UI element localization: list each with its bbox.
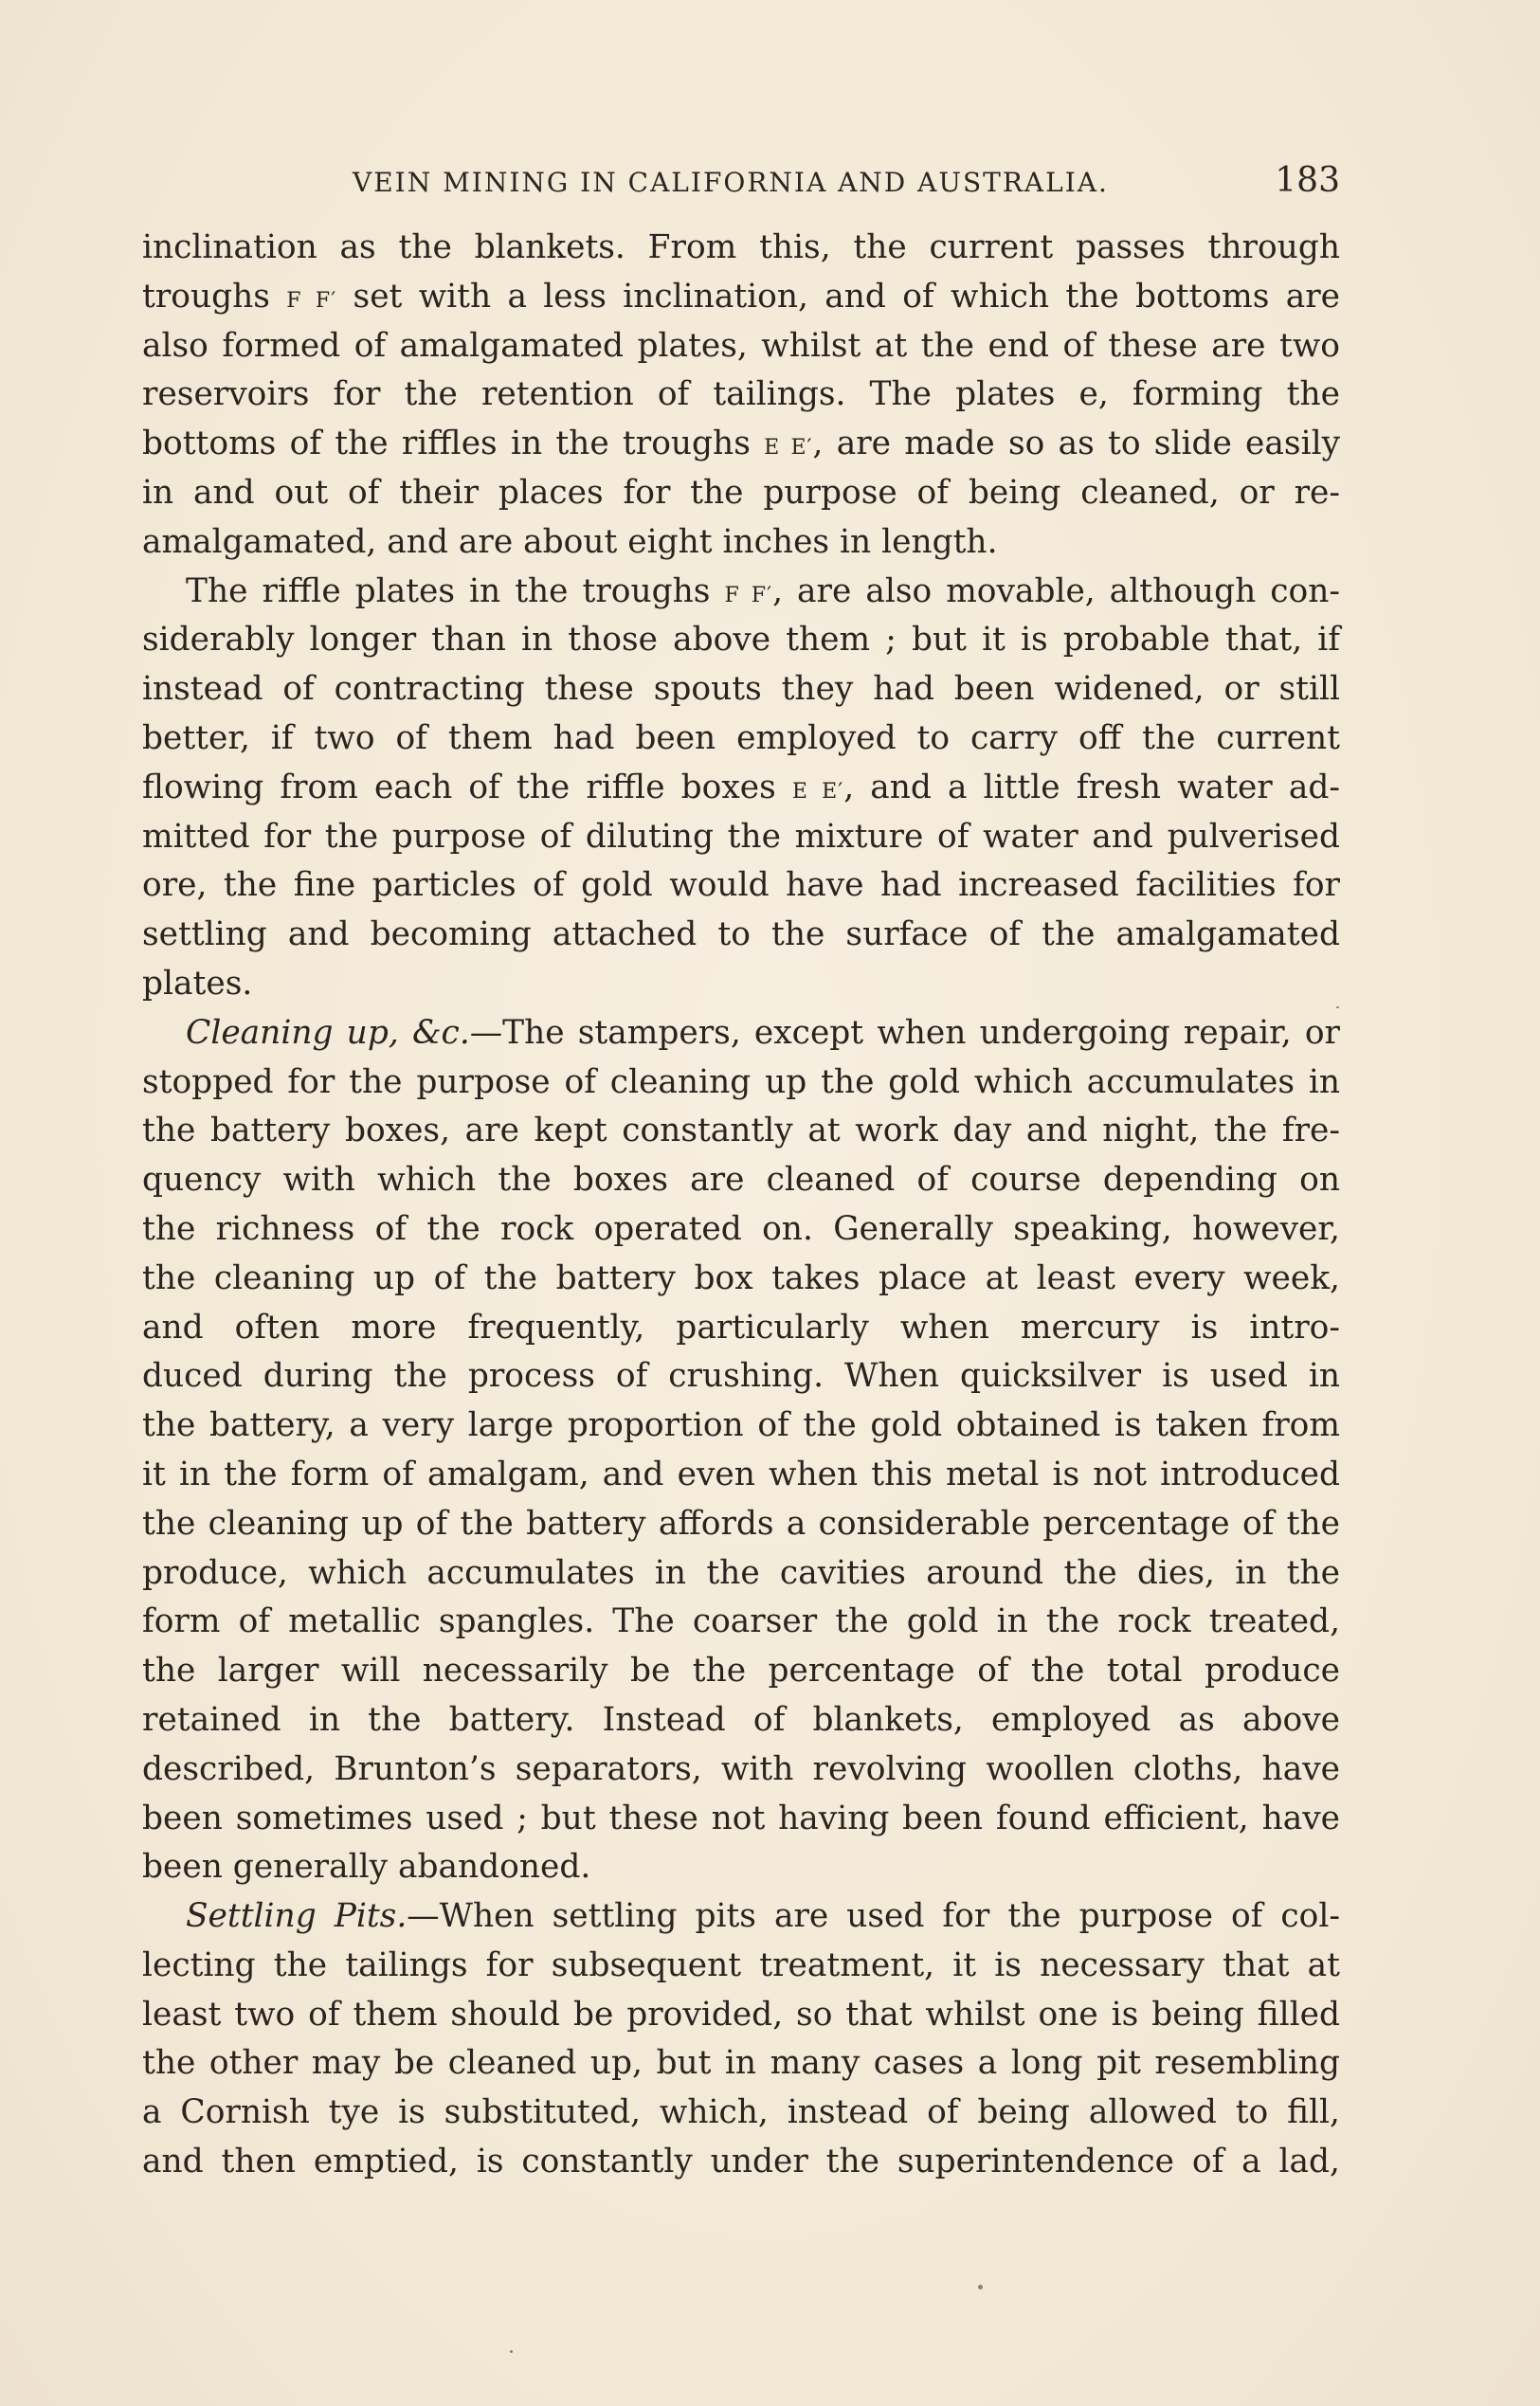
text-line-content: inclination as the blankets. From this, the current passes through [142, 228, 1340, 266]
text-line-content: in and out of their places for the purpose of being cleaned, or re- [142, 473, 1340, 512]
text-line [142, 911, 1340, 960]
text-line-content: the cleaning up of the battery affords a considerable percentage of the [142, 1504, 1340, 1543]
text-line [142, 1352, 1340, 1402]
text-line [142, 469, 1340, 518]
text-line [142, 518, 1340, 568]
text-line [142, 1598, 1340, 1647]
text-run: —The stampers, except when undergoing repair, or [469, 1013, 1340, 1052]
paper-speck [978, 2285, 983, 2289]
text-line [142, 1500, 1340, 1549]
text-line [142, 1205, 1340, 1255]
figure-reference: F F′ [724, 583, 773, 607]
text-line [142, 1696, 1340, 1746]
text-line [142, 1009, 1340, 1058]
text-line [142, 2089, 1340, 2138]
figure-reference: F F′ [286, 288, 337, 313]
text-run: —When settling pits are used for the purpose of col- [407, 1897, 1340, 1936]
text-line-content: amalgamated, and are about eight inches in length. [142, 522, 998, 561]
text-line-content: it in the form of amalgam, and even when this metal is not introduced [142, 1455, 1340, 1493]
text-run: , and a little fresh water ad- [843, 768, 1340, 806]
text-line [142, 1255, 1340, 1304]
text-line [142, 1746, 1340, 1795]
text-line-content: better, if two of them had been employed to carry off the current [142, 718, 1340, 757]
text-line [142, 273, 1340, 322]
text-line-content: been sometimes used ; but these not having been found efficient, have [142, 1799, 1340, 1837]
body-text [142, 224, 1340, 2187]
text-line [142, 1991, 1340, 2040]
text-line-content: produce, which accumulates in the cavities around the dies, in the [142, 1553, 1340, 1592]
text-line-content: described, Brunton’s separators, with revolving woollen cloths, have [142, 1749, 1340, 1788]
page-header [142, 157, 1340, 205]
text-line-content: stopped for the purpose of cleaning up the gold which accumulates in [142, 1062, 1340, 1101]
text-run: , are made so as to slide easily [812, 425, 1340, 463]
text-line [142, 715, 1340, 764]
figure-reference: E E′ [791, 779, 844, 804]
text-line-content: duced during the process of crushing. When quicksilver is used in [142, 1357, 1340, 1396]
text-line-content: the cleaning up of the battery box takes place at least every week, [142, 1258, 1340, 1297]
text-line-content: the battery, a very large proportion of the gold obtained is taken from [142, 1406, 1340, 1445]
text-line [142, 1647, 1340, 1696]
text-line [142, 568, 1340, 617]
text-line [142, 2039, 1340, 2089]
text-run: The riffle plates in the troughs [186, 571, 725, 610]
text-line-content: been generally abandoned. [142, 1848, 591, 1887]
section-heading: Settling Pits. [186, 1897, 408, 1936]
page-number: 183 [1275, 161, 1340, 200]
figure-reference: E E′ [764, 436, 813, 461]
text-line [142, 616, 1340, 665]
text-line [142, 1107, 1340, 1156]
text-line-content: siderably longer than in those above them ; but it is probable that, if [142, 621, 1340, 660]
text-run: troughs [142, 277, 287, 316]
text-line-content: retained in the battery. Instead of blankets, employed as above [142, 1700, 1340, 1739]
text-line [142, 1156, 1340, 1205]
text-line [142, 322, 1340, 371]
text-line-content: lecting the tailings for subsequent treatment, it is necessary that at [142, 1945, 1340, 1984]
text-line [142, 1795, 1340, 1844]
text-line [142, 1304, 1340, 1353]
text-line-content: reservoirs for the retention of tailings. The plates e, forming the [142, 375, 1340, 414]
text-run: set with a less inclination, and of which the bottoms are [336, 277, 1340, 316]
text-line-content: settling and becoming attached to the surface of the amalgamated [142, 915, 1340, 954]
text-line [142, 224, 1340, 273]
text-line-content: quency with which the boxes are cleaned of course depending on [142, 1161, 1340, 1200]
text-line [142, 1451, 1340, 1500]
text-line [142, 1942, 1340, 1991]
text-line [142, 1058, 1340, 1108]
text-line-content: the richness of the rock operated on. Generally speaking, however, [142, 1209, 1340, 1248]
paper-speck [510, 2350, 513, 2353]
text-line-content: plates. [142, 964, 253, 1003]
paper-speck [1336, 1006, 1339, 1008]
text-line [142, 2138, 1340, 2187]
running-title: VEIN MINING IN CALIFORNIA AND AUSTRALIA. [353, 167, 1109, 198]
text-line [142, 1549, 1340, 1599]
text-line [142, 861, 1340, 911]
text-line-content: instead of contracting these spouts they had been widened, or still [142, 670, 1340, 709]
text-run: , are also movable, although con- [772, 571, 1340, 610]
text-line-content: mitted for the purpose of diluting the mixture of water and pulverised [142, 817, 1340, 856]
text-run: flowing from each of the riffle boxes [142, 768, 792, 806]
text-line-content: also formed of amalgamated plates, whilst at the end of these are two [142, 326, 1340, 365]
text-line-content: ore, the fine particles of gold would have had increased facilities for [142, 866, 1340, 905]
text-line-content: the battery boxes, are kept constantly at work day and night, the fre- [142, 1112, 1340, 1150]
section-heading: Cleaning up, &c. [186, 1013, 470, 1052]
text-line [142, 371, 1340, 420]
text-line [142, 1402, 1340, 1451]
text-line [142, 764, 1340, 813]
text-run: bottoms of the riffles in the troughs [142, 425, 765, 463]
text-line-content: and often more frequently, particularly when mercury is intro- [142, 1308, 1340, 1347]
text-line-content: the other may be cleaned up, but in many cases a long pit resembling [142, 2044, 1340, 2083]
text-line [142, 813, 1340, 862]
text-line-content: and then emptied, is constantly under the superintendence of a lad, [142, 2143, 1340, 2181]
text-line [142, 960, 1340, 1009]
text-line-content: least two of them should be provided, so that whilst one is being filled [142, 1995, 1340, 2034]
text-line [142, 665, 1340, 715]
text-line [142, 1843, 1340, 1892]
text-line-content: form of metallic spangles. The coarser the gold in the rock treated, [142, 1602, 1340, 1641]
text-line [142, 420, 1340, 469]
text-line [142, 1892, 1340, 1942]
text-line-content: the larger will necessarily be the percentage of the total produce [142, 1652, 1340, 1691]
text-line-content: a Cornish tye is substituted, which, instead of being allowed to fill, [142, 2093, 1340, 2132]
